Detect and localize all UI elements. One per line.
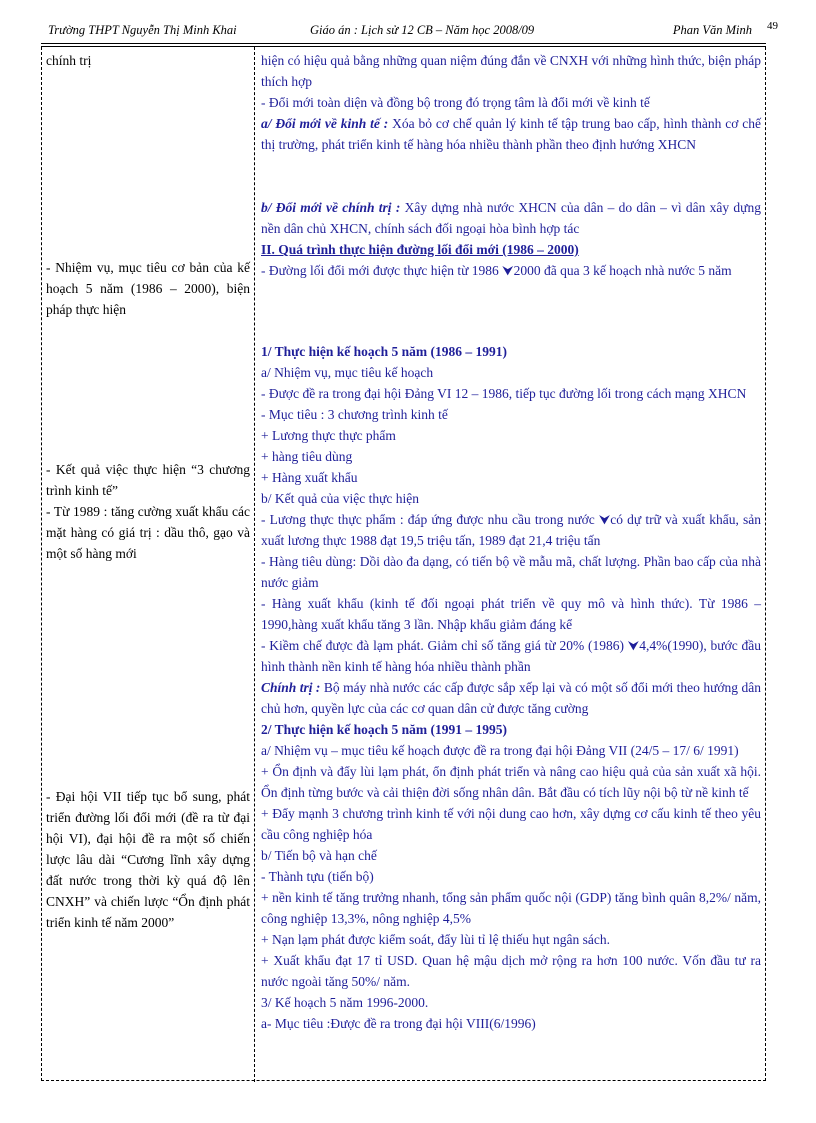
left-block-1: chính trị — [46, 53, 92, 68]
left-block-3: - Kết quả việc thực hiện “3 chương trình kinh tế” — [46, 462, 250, 498]
page-header — [44, 20, 756, 40]
page-number: 49 — [767, 20, 778, 32]
left-block-5: - Đại hội VII tiếp tục bổ sung, phát triển đường lối đổi mới (đề ra từ đại hội VI), đại hội đề ra một số chiến lược lâu dài “Cương lĩnh xây dựng đất nước trong thời kỳ quá độ lên CNXH” và chiến lược “Ổn định phát triển kinh tế năm 2000” — [46, 789, 250, 930]
header-course: Giáo án : Lịch sử 12 CB – Năm học 2008/09 — [310, 23, 535, 37]
left-block-2: - Nhiệm vụ, mục tiêu cơ bản của kế hoạch 5 năm (1986 – 2000), biện pháp thực hiện — [46, 260, 250, 317]
plan-2-title: 2/ Thực hiện kế hoạch 5 năm (1991 – 1995) — [261, 722, 507, 737]
left-block-4: - Từ 1989 : tăng cường xuất khẩu các mặt hàng có giá trị : dầu thô, gạo và một số hàng mới — [46, 504, 250, 561]
section-ii-title: II. Quá trình thực hiện đường lối đổi mới (1986 – 2000) — [261, 242, 579, 257]
column-separator — [254, 47, 255, 1082]
header-rule — [41, 43, 766, 44]
right-column-top: hiện có hiệu quả bằng những quan niệm đúng đắn về CNXH với những hình thức, biện pháp thích hợp - Đổi mới toàn diện và đồng bộ trong đó trọng tâm là đổi mới về kinh tế a/ Đổi mới về kinh tế : Xóa bỏ cơ chế quản lý kinh tế tập trung bao cấp, hình thành cơ chế thị trường, phát triển kinh tế hàng hóa nhiều thành phần theo định hướng XHCN — [261, 53, 762, 152]
right-column-politics: b/ Đổi mới về chính trị : Xây dựng nhà nước XHCN của dân – do dân – vì dân xây dựng nền dân chủ XHCN, chính sách đối ngoại hòa bình hợp tác II. Quá trình thực hiện đường lối đổi mới (1986 – 2000) - Đường lối đổi mới được thực hiện từ 1986 ⮟2000 đã qua 3 kế hoạch nhà nước 5 năm — [261, 200, 761, 278]
right-column-plan-1: 1/ Thực hiện kế hoạch 5 năm (1986 – 1991) a/ Nhiệm vụ, mục tiêu kế hoạch - Được đề ra trong đại hội Đảng VI 12 – 1986, tiếp tục đường lối trong cách mạng XHCN - Mục tiêu : 3 chương trình kinh tế + Lương thực thực phẩm + hàng tiêu dùng + Hàng xuất khẩu b/ Kết quả của việc thực hiện - Lương thực thực phẩm : đáp ứng được nhu cầu trong nước ⮟có dự trữ và xuất khẩu, sản xuất lương thực 1988 đạt 19,5 triệu tấn, 1989 đạt 21,4 triệu tấn - Hàng tiêu dùng: Dồi dào đa dạng, có tiến bộ về mẫu mã, chất lượng. Phần bao cấp của nhà nước giảm - Hàng xuất khẩu (kinh tế đối ngoại phát triển về quy mô và hình thức). Từ 1986 – 1990,hàng xuất khẩu tăng 3 lần. Nhập khẩu giảm đáng kể - Kiềm chế được đà lạm phát. Giảm chỉ số tăng giá từ 20% (1986) ⮟4,4%(1990), bước đầu hình thành nền kinh tế hàng hóa nhiều thành phần Chính trị : Bộ máy nhà nước các cấp được sắp xếp lại và có một số đổi mới theo hướng dân chủ hơn, quyền lực của các cơ quan dân cử được tăng cường 2/ Thực hiện kế hoạch 5 năm (1991 – 1995) a/ Nhiệm vụ – mục tiêu kế hoạch được đề ra trong đại hội Đảng VII (24/5 – 17/ 6/ 1991) + Ổn định và đẩy lùi lạm phát, ổn định phát triển và nâng cao hiệu quả của sản xuất xã hội. Ổn định từng bước và cải thiện đời sống nhân dân. Bắt đầu có tích lũy nội bộ từ nề kinh tế + Đẩy mạnh 3 chương trình kinh tế với nội dung cao hơn, xây dựng cơ cấu kinh tế theo yêu cầu công nghiệp hóa b/ Tiến bộ và hạn chế - Thành tựu (tiến bộ) + nền kinh tế tăng trưởng nhanh, tổng sản phẩm quốc nội (GDP) tăng bình quân 8,2%/ năm, công nghiệp 13,3%, nông nghiệp 4,5% + Nạn lạm phát được kiểm soát, đẩy lùi tỉ lệ thiếu hụt ngân sách. + Xuất khẩu đạt 17 tỉ USD. Quan hệ mậu dịch mở rộng ra hơn 100 nước. Vốn đầu tư ra nước ngoài tăng 50%/ năm. 3/ Kế hoạch 5 năm 1996-2000. a- Mục tiêu :Được đề ra trong đại hội VIII(6/1996) — [261, 341, 761, 1034]
header-author: Phan Văn Minh — [672, 23, 752, 37]
plan-1-title: 1/ Thực hiện kế hoạch 5 năm (1986 – 1991) — [261, 344, 507, 359]
header-school: Trường THPT Nguyễn Thị Minh Khai — [48, 23, 237, 37]
